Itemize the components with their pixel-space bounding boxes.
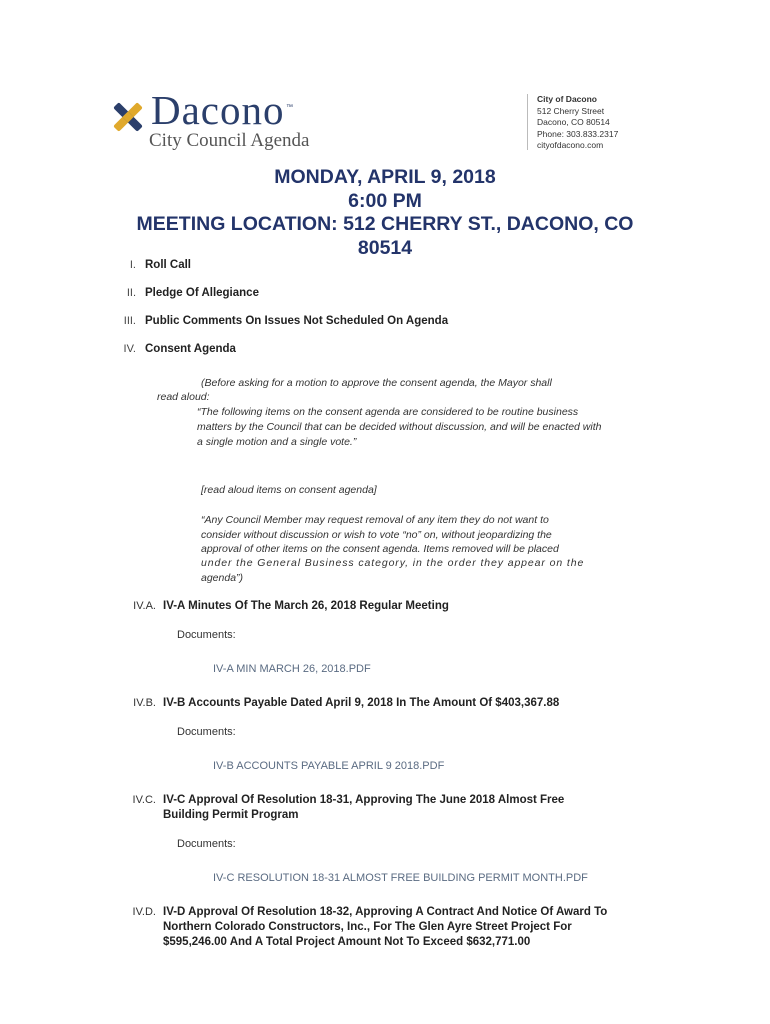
consent-note-line: approval of other items on the consent agenda. Items removed will be placed [201,543,559,555]
documents-label: Documents: [177,726,236,738]
subitem-title: Northern Colorado Constructors, Inc., For The Glen Ayre Street Project For [163,921,572,933]
subitem-title: IV-B Accounts Payable Dated April 9, 2018 In The Amount Of $403,367.88 [163,697,560,709]
subitem-title: IV-A Minutes Of The March 26, 2018 Regular Meeting [163,600,449,612]
logo-subtitle: City Council Agenda [149,130,310,151]
consent-note-line: (Before asking for a motion to approve the consent agenda, the Mayor shall [201,377,552,389]
subitem-number: IV.C. [132,794,156,806]
consent-note-line: matters by the Council that can be decided without discussion, and will be enacted with [197,421,602,433]
meeting-date: MONDAY, APRIL 9, 2018 [274,166,496,188]
address-street: 512 Cherry Street [537,105,605,116]
item-title-public-comments: Public Comments On Issues Not Scheduled On Agenda [145,315,449,327]
dacono-logo-icon [110,99,146,135]
document-link[interactable]: IV-A MIN MARCH 26, 2018.PDF [213,663,371,675]
meeting-zip: 80514 [357,237,413,259]
item-number: I. [129,259,136,271]
address-city: Dacono, CO 80514 [537,117,610,128]
item-title-consent-agenda: Consent Agenda [145,343,236,355]
consent-note-line: consider without discussion or wish to vote “no” on, without jeopardizing the [201,529,552,541]
item-number: IV. [123,343,136,355]
consent-note-line: agenda”) [201,572,244,584]
documents-label: Documents: [177,629,236,641]
document-link[interactable]: IV-C RESOLUTION 18-31 ALMOST FREE BUILDING PERMIT MONTH.PDF [213,872,588,884]
consent-note-line: [read aloud items on consent agenda] [201,484,377,496]
subitem-number: IV.A. [133,600,156,612]
meeting-location: MEETING LOCATION: 512 CHERRY ST., DACONO, CO [136,213,634,235]
logo-trademark: ™ [286,104,293,111]
address-divider [527,94,528,150]
subitem-title: Building Permit Program [163,809,299,821]
logo-wordmark: Dacono [151,87,285,133]
meeting-time: 6:00 PM [348,190,422,212]
item-number: III. [123,315,136,327]
subitem-title: IV-D Approval Of Resolution 18-32, Approving A Contract And Notice Of Award To [163,906,608,918]
item-title-roll-call: Roll Call [145,259,192,271]
consent-note-line: read aloud: [157,391,210,403]
item-number: II. [126,287,136,299]
document-link[interactable]: IV-B ACCOUNTS PAYABLE APRIL 9 2018.PDF [213,760,445,772]
subitem-number: IV.D. [132,906,156,918]
address-name: City of Dacono [537,94,597,104]
subitem-number: IV.B. [133,697,156,709]
consent-note-line: “The following items on the consent agenda are considered to be routine business [197,406,579,418]
address-web: cityofdacono.com [537,140,604,151]
subitem-title: IV-C Approval Of Resolution 18-31, Approving The June 2018 Almost Free [163,794,565,806]
consent-note-line: under the General Business category, in the order they appear on the [201,557,585,569]
consent-note-line: “Any Council Member may request removal of any item they do not want to [201,514,549,526]
address-phone: Phone: 303.833.2317 [537,128,619,139]
address-block [537,94,618,152]
documents-label: Documents: [177,838,236,850]
consent-note-line: a single motion and a single vote.” [197,436,357,448]
item-title-pledge: Pledge Of Allegiance [145,287,259,299]
subitem-title: $595,246.00 And A Total Project Amount Not To Exceed $632,771.00 [163,936,531,948]
